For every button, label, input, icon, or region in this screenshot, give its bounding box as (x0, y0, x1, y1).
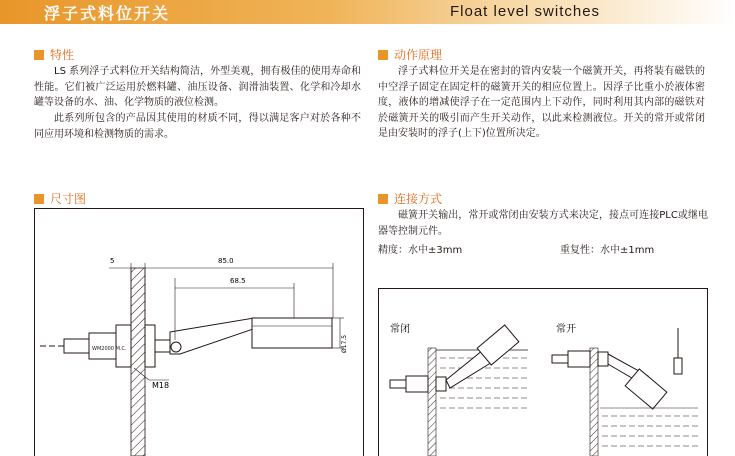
bullet-square-icon (34, 194, 44, 204)
body-mark: WM2000 M.C. (92, 346, 127, 352)
float-arm (170, 318, 262, 354)
installation-diagrams (378, 288, 708, 456)
dimensions-title: 尺寸图 (50, 192, 87, 206)
principle-para: 浮子式料位开关是在密封的管内安装一个磁簧开关，再将装有磁铁的中空浮子固定在固定杆的磁簧开关的相应位置上。因浮子比重小於液体密度，液体的增减使浮子在一定范围内上下动作，同时利用其内部的磁铁对於磁簧开关的吸引而产生开关动作，以此来检测液位。开关的常开或常闭是由安装时的浮子(上下)位置所决定。 (378, 66, 705, 139)
pivot-pin (171, 342, 181, 352)
dim-5-label: 5 (110, 257, 115, 265)
accuracy-text: 精度：水中±3mm (378, 245, 463, 256)
principle-heading (378, 46, 442, 63)
dim-dia-label: Ø17.5 (341, 334, 348, 353)
no-liquid (600, 408, 698, 446)
features-title: 特性 (50, 48, 75, 62)
features-para-1: LS 系列浮子式料位开关结构简洁，外型美观，拥有极佳的使用寿命和性能。它们被广泛运用於燃料罐、油压设备、润滑油装置、化学和冷却水罐等设备的水、油、化学物质的液位检测。 (34, 66, 361, 108)
features-heading (34, 46, 74, 63)
no-label: 常开 (556, 324, 576, 335)
tank-wall (131, 268, 145, 456)
thread-label: M18 (152, 381, 170, 390)
no-tank-wall (590, 348, 598, 456)
nc-tank-wall (428, 348, 436, 456)
page-title-cn: 浮子式料位开关 (44, 4, 171, 23)
bullet-square-icon (34, 50, 44, 60)
dimension-drawing (34, 208, 364, 456)
page-title-en: Float level switches (450, 3, 601, 20)
dimensions-heading (34, 190, 86, 207)
connection-title: 连接方式 (394, 192, 443, 206)
inner-nut (145, 325, 155, 367)
cable-gland (64, 339, 89, 353)
features-para-2: 此系列所包含的产品因其使用的材质不同，得以满足客户对於各种不同应用环境和检测物质的需求。 (34, 113, 361, 140)
dim-85-label: 85.0 (218, 257, 234, 265)
connection-para: 磁簧开关输出，常开或常闭由安装方式来决定，接点可连接PLC或继电器等控制元件。 (378, 210, 708, 237)
repeatability-text: 重复性：水中±1mm (560, 245, 655, 256)
nc-label: 常闭 (390, 324, 410, 335)
principle-title: 动作原理 (394, 48, 443, 62)
dim-68-label: 68.5 (230, 277, 246, 285)
bullet-square-icon (378, 50, 388, 60)
connection-heading (378, 190, 442, 207)
bullet-square-icon (378, 194, 388, 204)
float-cylinder (252, 318, 332, 348)
